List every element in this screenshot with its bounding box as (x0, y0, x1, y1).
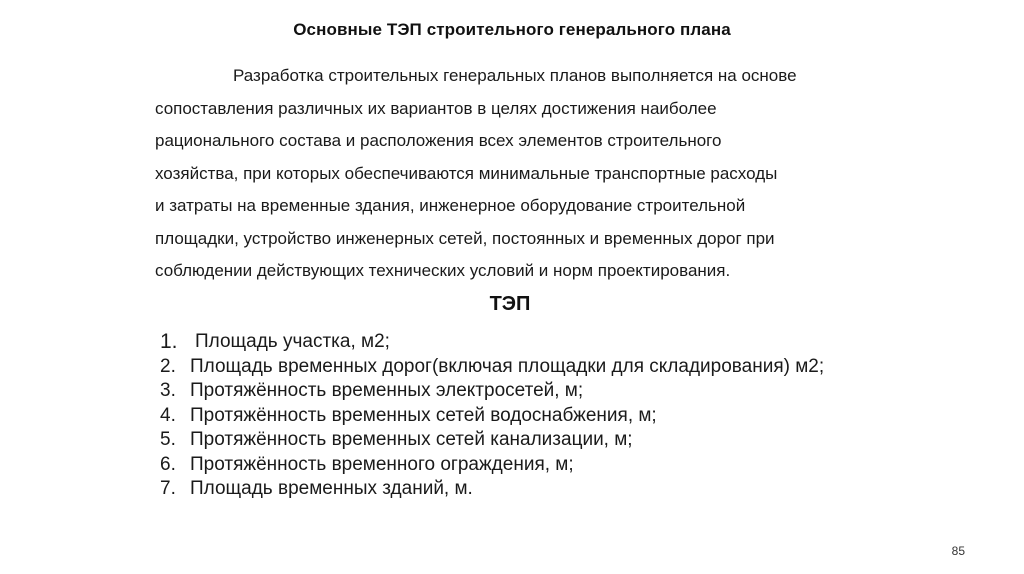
list-item-text: Площадь временных зданий, м. (190, 478, 473, 499)
intro-line: Разработка строительных генеральных планов выполняется на основе (233, 66, 797, 85)
slide-title: Основные ТЭП строительного генерального плана (293, 20, 731, 39)
list-item-text: Протяжённость временных сетей канализации, м; (190, 429, 633, 450)
list-item-text: Протяжённость временного ограждения, м; (190, 453, 574, 475)
list-item (160, 330, 862, 355)
list-item (160, 477, 862, 502)
intro-line: сопоставления различных их вариантов в целях достижения наиболее (155, 98, 717, 118)
list-item-text: Площадь участка, м2; (195, 331, 390, 352)
intro-line: соблюдении действующих технических условий и норм проектирования. (155, 261, 731, 280)
list-item-number: 7. (160, 478, 176, 499)
page-number: 85 (951, 544, 965, 558)
list-item-number: 5. (160, 429, 176, 450)
list-item-number: 3. (160, 380, 176, 401)
list-item-text: Площадь временных дорог(включая площадки для складирования) м2; (190, 355, 825, 377)
list-item (160, 428, 862, 453)
tep-heading: ТЭП (489, 293, 531, 315)
list-item-number: 2. (160, 355, 176, 377)
intro-line: рационального состава и расположения всех элементов строительного (155, 131, 722, 150)
list-item-number: 1. (160, 330, 178, 353)
list-item (160, 453, 862, 478)
list-item (160, 379, 862, 404)
list-item-number: 4. (160, 404, 176, 426)
list-item (160, 355, 862, 380)
list-item-number: 6. (160, 453, 176, 475)
list-item (160, 404, 862, 429)
intro-paragraph (155, 60, 870, 288)
intro-line: площадки, устройство инженерных сетей, постоянных и временных дорог при (155, 228, 775, 248)
list-item-text: Протяжённость временных электросетей, м; (190, 380, 584, 401)
list-item-text: Протяжённость временных сетей водоснабжения, м; (190, 404, 657, 426)
intro-line: хозяйства, при которых обеспечиваются минимальные транспортные расходы (155, 163, 778, 183)
intro-line: и затраты на временные здания, инженерное оборудование строительной (155, 196, 746, 215)
tep-list (160, 330, 862, 502)
